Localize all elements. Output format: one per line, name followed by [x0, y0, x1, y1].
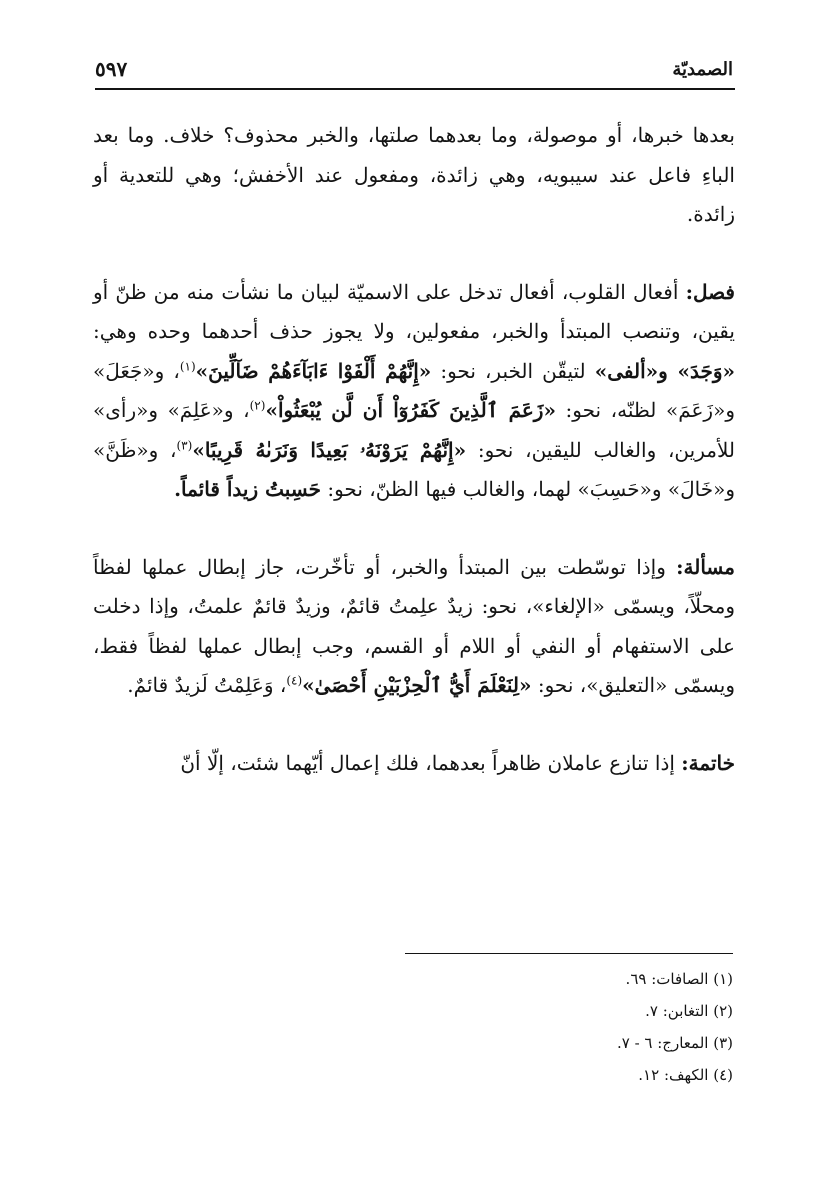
text-segment: وإذا توسّطت بين المبتدأ والخبر، أو تأخّرت، جاز إبطال عملها لفظاً ومحلّاً، ويسمّى «الإلغاء»، نحو: زيدٌ علِمتُ قائمٌ، وزيدٌ قائمٌ علمتُ، وإذا دخلت على الاستفهام أو النفي أو اللام أو القسم، وجب إبطال عملها لفظاً فقط، ويسمّى «التعليق»، نحو:: [93, 554, 735, 697]
section-heading: مسألة:: [676, 554, 735, 579]
text-segment: أفعال القلوب، أفعال تدخل على الاسميّة لبيان ما نشأت منه من ظنّ أو يقين، وتنصب المبتدأ والخبر، مفعولين، ولا يجوز حذف أحدهما وحده وهي:: [93, 279, 735, 343]
footnote: (٣) المعارج: ٦ - ٧.: [616, 1034, 733, 1052]
section-heading: فصل:: [685, 279, 735, 304]
quoted-text: «وَجَدَ» و«ألفى»: [594, 358, 735, 383]
footnote: (٢) التغابن: ٧.: [645, 1002, 733, 1020]
quoted-text: حَسِبتُ زيداً قائماً.: [174, 477, 321, 501]
footnotes: [403, 963, 733, 1091]
main-text: [93, 116, 735, 783]
quoted-text: «إِنَّهُمْ يَرَوْنَهُۥ بَعِيدًا وَنَرَىٰهُ قَرِيبًا»: [192, 437, 467, 462]
page-number: ٥٩٧: [95, 57, 128, 81]
text-segment: ، وَعَلِمْتُ لَزيدٌ قائمٌ.: [127, 673, 287, 697]
header-rule: [95, 88, 735, 90]
text-segment: إذا تنازع عاملان ظاهراً بعدهما، فلك إعمال أيّهما شئت، إلّا أنّ: [180, 750, 682, 775]
footnote: (٤) الكهف: ١٢.: [638, 1066, 733, 1084]
quoted-text: «إِنَّهُمْ أَلْفَوْا ءَابَآءَهُمْ ضَآلِّينَ»: [195, 358, 432, 383]
section-heading: خاتمة:: [681, 750, 735, 775]
quoted-text: «لِنَعْلَمَ أَيُّ ٱلْحِزْبَيْنِ أَحْصَىٰ»: [302, 673, 532, 697]
paragraph: [93, 273, 735, 510]
footnote-marker: (٣): [176, 437, 193, 452]
text-segment: ، و«جَعَلَ» و«زَعَمَ» لظنّه، نحو:: [93, 358, 735, 422]
text-segment: لتيقّن الخبر، نحو:: [431, 358, 595, 383]
paragraph: [93, 116, 735, 235]
footnote-marker: (٢): [249, 398, 266, 413]
footnote-marker: (١): [179, 358, 196, 373]
paragraph: [93, 548, 735, 706]
quoted-text: «زَعَمَ ٱلَّذِينَ كَفَرُوٓاْ أَن لَّن يُبْعَثُواْ»: [265, 398, 556, 422]
text-segment: بعدها خبرها، أو موصولة، وما بعدهما صلتها، والخبر محذوف؟ خلاف. وما بعد الباءِ فاعل عند سيبويه، وهي زائدة، ومفعول عند الأخفش؛ وهي للتعدية أو زائدة.: [93, 123, 735, 226]
footnote-marker: (٤): [286, 673, 303, 688]
running-title: الصمديّة: [672, 58, 733, 80]
text-segment: ، و«ظَنَّ» و«خَالَ» و«حَسِبَ» لهما، والغالب فيها الظنّ، نحو:: [93, 437, 735, 501]
paragraph: [93, 744, 735, 784]
text-segment: ، و«عَلِمَ» و«رأى» للأمرين، والغالب لليقين، نحو:: [93, 398, 735, 462]
footnote: (١) الصافات: ٦٩.: [625, 970, 733, 988]
footnote-rule: [405, 953, 733, 954]
page-header: [95, 54, 733, 84]
